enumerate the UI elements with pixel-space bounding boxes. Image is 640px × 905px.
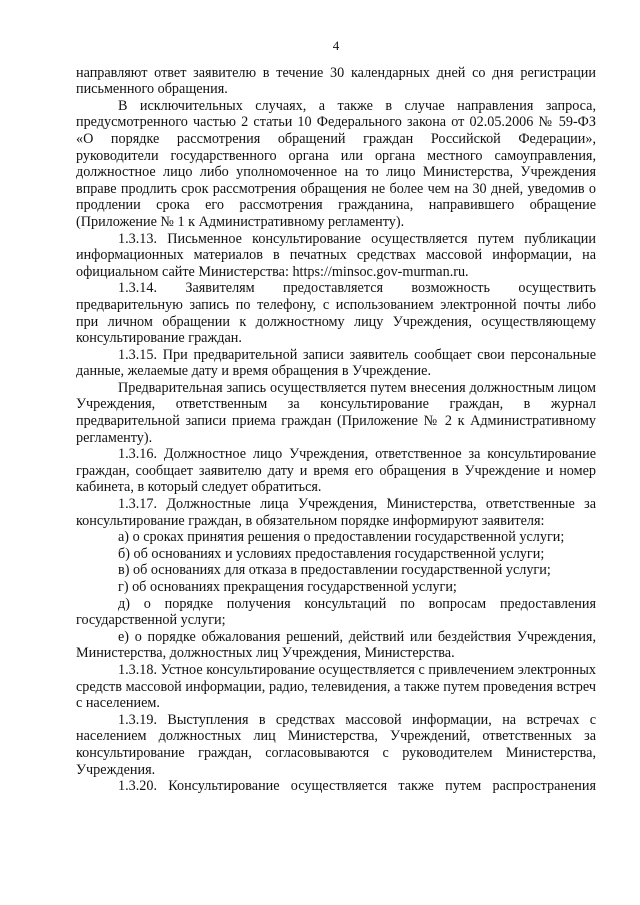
- document-body: [76, 65, 596, 795]
- paragraph: а) о сроках принятия решения о предоставлении государственной услуги;: [118, 529, 565, 546]
- paragraph: 1.3.16. Должностное лицо Учреждения, ответственное за консультирование граждан, сообщает заявителю дату и время его обращения в Учреждение и номер кабинета, в который следует обратиться.: [76, 446, 596, 496]
- paragraph: В исключительных случаях, а также в случае направления запроса, предусмотренного частью 2 статьи 10 Федерального закона от 02.05.2006 № 59-ФЗ «О порядке рассмотрения обращений граждан Российской Федерации», руководители государственного органа или органа местного самоуправления, должностное лицо либо уполномоченное на то лицо Министерства, Учреждения вправе продлить срок рассмотрения обращения не более чем на 30 дней, уведомив о продлении срока его рассмотрения гражданина, направившего обращение (Приложение № 1 к Административному регламенту).: [76, 97, 596, 230]
- paragraph: д) о порядке получения консультаций по вопросам предоставления государственной услуги;: [76, 595, 596, 629]
- paragraph: в) об основаниях для отказа в предоставлении государственной услуги;: [118, 562, 551, 579]
- paragraph: 1.3.19. Выступления в средствах массовой информации, на встречах с населением должностных лиц Министерства, Учреждений, ответственных за консультирование граждан, согласовываются с руководителем Министерства, Учреждения.: [76, 711, 596, 778]
- page-number: 4: [332, 38, 340, 53]
- paragraph: б) об основаниях и условиях предоставления государственной услуги;: [118, 545, 545, 562]
- paragraph: 1.3.14. Заявителям предоставляется возможность осуществить предварительную запись по телефону, с использованием электронной почты либо при личном обращении к должностному лицу Учреждения, осуществляющему консультирование граждан.: [76, 280, 596, 347]
- paragraph: 1.3.13. Письменное консультирование осуществляется путем публикации информационных материалов в печатных средствах массовой информации, на официальном сайте Министерства: https://minsoc.gov-murman.ru.: [76, 230, 596, 280]
- paragraph: 1.3.18. Устное консультирование осуществляется с привлечением электронных средств массовой информации, радио, телевидения, а также путем проведения встреч с населением.: [76, 661, 596, 712]
- paragraph: направляют ответ заявителю в течение 30 календарных дней со дня регистрации письменного обращения.: [76, 64, 596, 98]
- paragraph: 1.3.20. Консультирование осуществляется также путем распространения: [118, 778, 596, 795]
- paragraph: г) об основаниях прекращения государственной услуги;: [118, 579, 457, 595]
- paragraph: Предварительная запись осуществляется путем внесения должностным лицом Учреждения, ответственным за консультирование граждан, в журнал предварительной записи приема граждан (Приложение № 2 к Административному регламенту).: [76, 379, 596, 446]
- paragraph: е) о порядке обжалования решений, действий или бездействия Учреждения, Министерства, должностных лиц Учреждения, Министерства.: [76, 628, 596, 662]
- paragraph: 1.3.17. Должностные лица Учреждения, Министерства, ответственные за консультирование граждан, в обязательном порядке информируют заявителя:: [76, 496, 596, 529]
- paragraph: 1.3.15. При предварительной записи заявитель сообщает свои персональные данные, желаемые дату и время обращения в Учреждение.: [76, 346, 596, 380]
